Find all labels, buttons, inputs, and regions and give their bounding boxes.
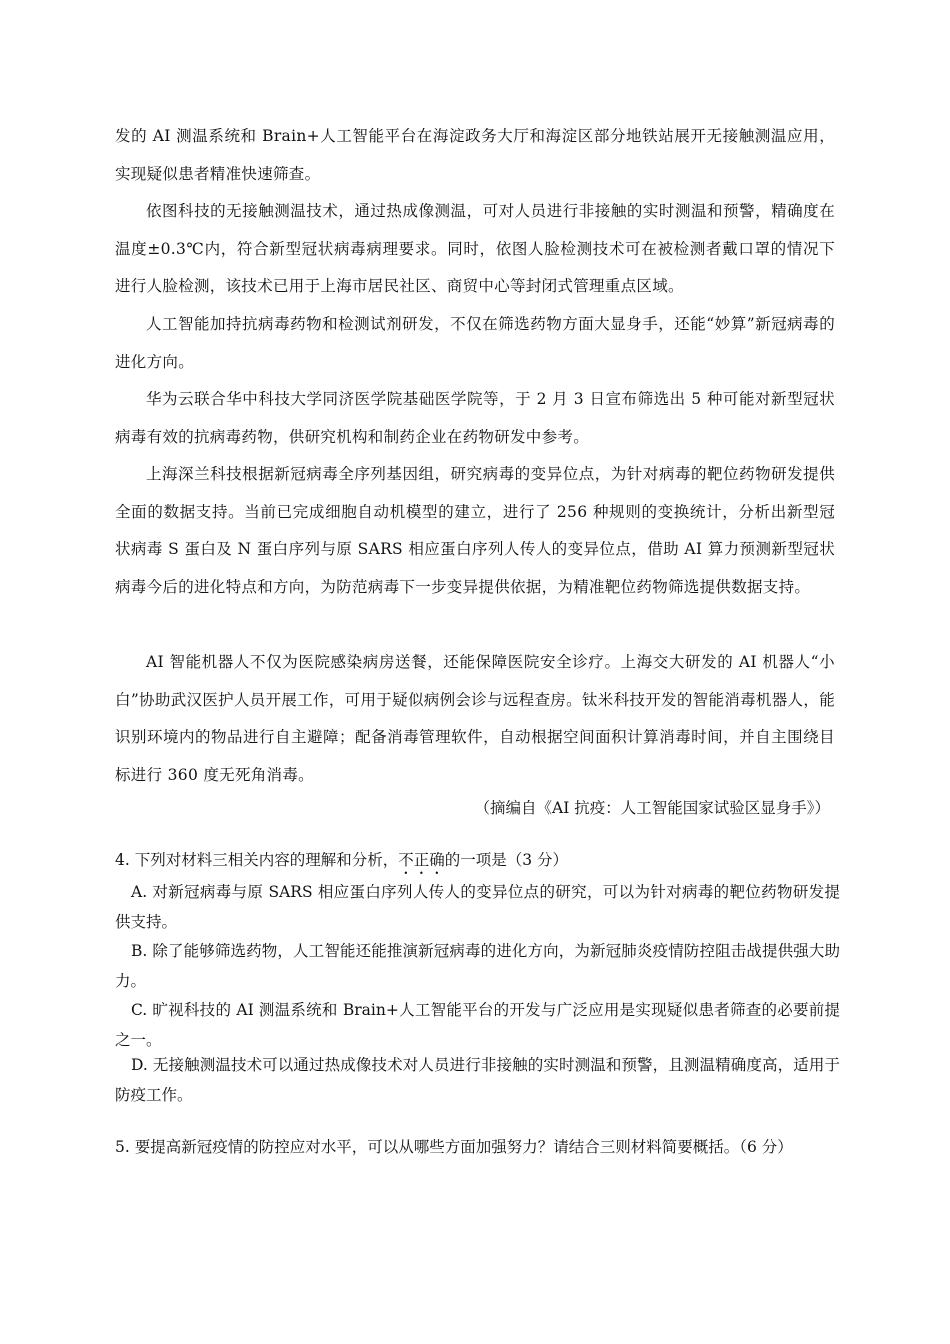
question-4-option-d: D. 无接触测温技术可以通过热成像技术对人员进行非接触的实时测温和预警，且测温精确度高，适用于防疫工作。 (115, 1056, 840, 1104)
question-4-stem-before: 4. 下列对材料三相关内容的理解和分析， (115, 851, 399, 869)
passage-paragraph-1: 发的 AI 测温系统和 Brain+人工智能平台在海淀政务大厅和海淀区部分地铁站展开无接触测温应用，实现疑似患者精准快速筛查。 (115, 127, 835, 183)
question-4-stem-after: 的一项是（3 分） (444, 851, 569, 869)
question-4-emphasis: 不正确 (398, 851, 445, 869)
question-4-option-a: A. 对新冠病毒与原 SARS 相应蛋白序列人传人的变异位点的研究，可以为针对病毒的靶位药物研发提供支持。 (115, 883, 840, 931)
passage-paragraph-5: 上海深兰科技根据新冠病毒全序列基因组，研究病毒的变异位点，为针对病毒的靶位药物研发提供全面的数据支持。当前已完成细胞自动机模型的建立，进行了 256 种规则的变换统计，分析出新型冠状病毒 S 蛋白及 N 蛋白序列与原 SARS 相应蛋白序列人传人的变异位点，借助 AI 算力预测新型冠状病毒今后的进化特点和方向，为防范病毒下一步变异提供依据，为精准靶位药物筛选提供数据支持。 (115, 465, 835, 596)
passage-paragraph-2: 依图科技的无接触测温技术，通过热成像测温，可对人员进行非接触的实时测温和预警，精确度在温度±0.3℃内，符合新型冠状病毒病理要求。同时，依图人脸检测技术可在被检测者戴口罩的情况下进行人脸检测，该技术已用于上海市居民社区、商贸中心等封闭式管理重点区域。 (115, 202, 835, 295)
passage-paragraph-3: 人工智能加持抗病毒药物和检测试剂研发，不仅在筛选药物方面大显身手，还能“妙算”新冠病毒的进化方向。 (115, 315, 835, 371)
question-4-option-c: C. 旷视科技的 AI 测温系统和 Brain+人工智能平台的开发与广泛应用是实现疑似患者筛查的必要前提之一。 (115, 1001, 840, 1049)
passage-paragraph-6: AI 智能机器人不仅为医院感染病房送餐，还能保障医院安全诊疗。上海交大研发的 AI 机器人“小白”协助武汉医护人员开展工作，可用于疑似病例会诊与远程查房。钛米科技开发的智能消毒机器人，能识别环境内的物品进行自主避障；配备消毒管理软件，自动根据空间面积计算消毒时间，并自主围绕目标进行 360 度无死角消毒。 (115, 653, 835, 784)
question-5-stem: 5. 要提高新冠疫情的防控应对水平，可以从哪些方面加强努力？请结合三则材料简要概括。（6 分） (115, 1138, 793, 1156)
question-4-stem (115, 845, 840, 878)
question-4-option-b: B. 除了能够筛选药物，人工智能还能推演新冠病毒的进化方向，为新冠肺炎疫情防控阻击战提供强大助力。 (115, 942, 840, 990)
passage-paragraph-4: 华为云联合华中科技大学同济医学院基础医学院等，于 2 月 3 日宣布筛选出 5 种可能对新型冠状病毒有效的抗病毒药物，供研究机构和制药企业在药物研发中参考。 (115, 390, 835, 446)
passage-source: （摘编自《AI 抗疫：人工智能国家试验区显身手》） (474, 799, 830, 817)
